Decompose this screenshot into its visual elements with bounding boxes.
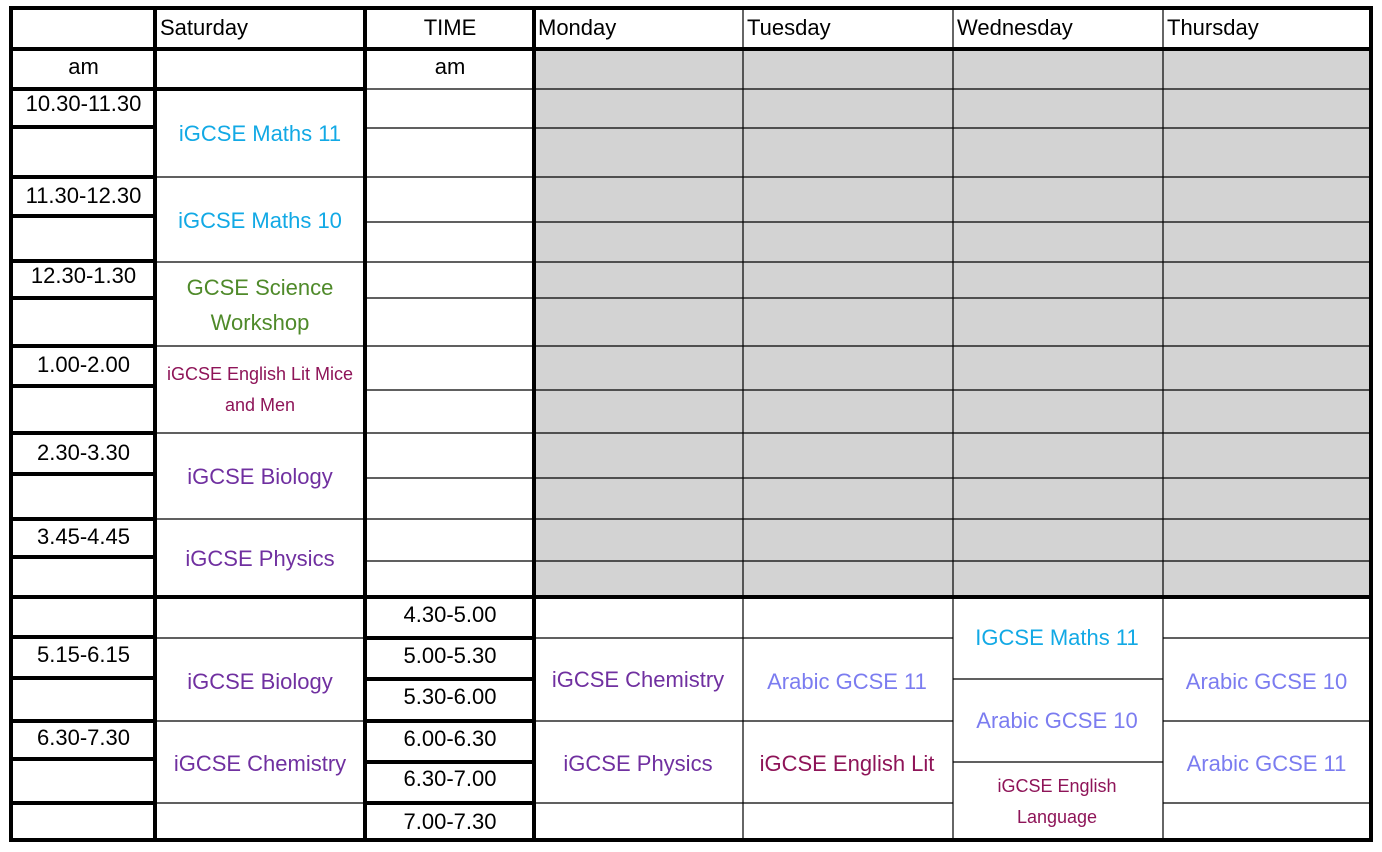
time-slot-left: 3.45-4.45 [37, 524, 130, 549]
time-slot-left: 12.30-1.30 [30, 263, 137, 288]
time-slot-right: 5.00-5.30 [403, 643, 497, 668]
time-slot-left: 2.30-3.30 [37, 440, 130, 465]
time-slot-left: 1.00-2.00 [37, 352, 130, 377]
header-saturday: Saturday [160, 15, 249, 40]
header-monday: Monday [538, 15, 617, 40]
saturday-lesson: iGCSE English Lit Mice and Men [166, 363, 354, 415]
header-time: TIME [423, 15, 477, 40]
wednesday-lesson: IGCSE Maths 11 [975, 624, 1139, 650]
monday-lesson: iGCSE Physics [563, 750, 713, 776]
tuesday-lesson: iGCSE English Lit [759, 750, 935, 776]
saturday-lesson: iGCSE Biology [187, 668, 333, 694]
thursday-lesson: Arabic GCSE 10 [1185, 668, 1348, 694]
saturday-lesson: iGCSE Maths 10 [178, 207, 342, 233]
time-slot-right: 6.00-6.30 [403, 726, 497, 751]
saturday-lesson: GCSE Science Workshop [186, 274, 334, 335]
tuesday-lesson: Arabic GCSE 11 [767, 668, 927, 694]
monday-lesson: iGCSE Chemistry [551, 666, 725, 692]
time-slot-left: 5.15-6.15 [37, 642, 130, 667]
time-slot-left: 10.30-11.30 [25, 91, 142, 116]
saturday-lesson: iGCSE Maths 11 [178, 120, 342, 146]
time-slot-right: 5.30-6.00 [403, 684, 497, 709]
time-slot-right: 7.00-7.30 [403, 809, 497, 834]
header-wednesday: Wednesday [957, 15, 1073, 40]
time-slot-left: 11.30-12.30 [25, 183, 142, 208]
saturday-lesson: iGCSE Chemistry [173, 750, 347, 776]
am-label-left: am [68, 54, 99, 79]
time-slot-right: 6.30-7.00 [403, 766, 497, 791]
wednesday-lesson: iGCSE English Language [997, 776, 1117, 827]
time-slot-right: 4.30-5.00 [403, 602, 497, 627]
am-label-time: am [434, 54, 466, 79]
saturday-lesson: iGCSE Physics [185, 545, 335, 571]
header-thursday: Thursday [1167, 15, 1259, 40]
time-slot-left: 6.30-7.30 [37, 725, 130, 750]
header-tuesday: Tuesday [747, 15, 831, 40]
wednesday-lesson: Arabic GCSE 10 [976, 707, 1138, 733]
saturday-lesson: iGCSE Biology [187, 463, 333, 489]
thursday-lesson: Arabic GCSE 11 [1186, 750, 1347, 776]
